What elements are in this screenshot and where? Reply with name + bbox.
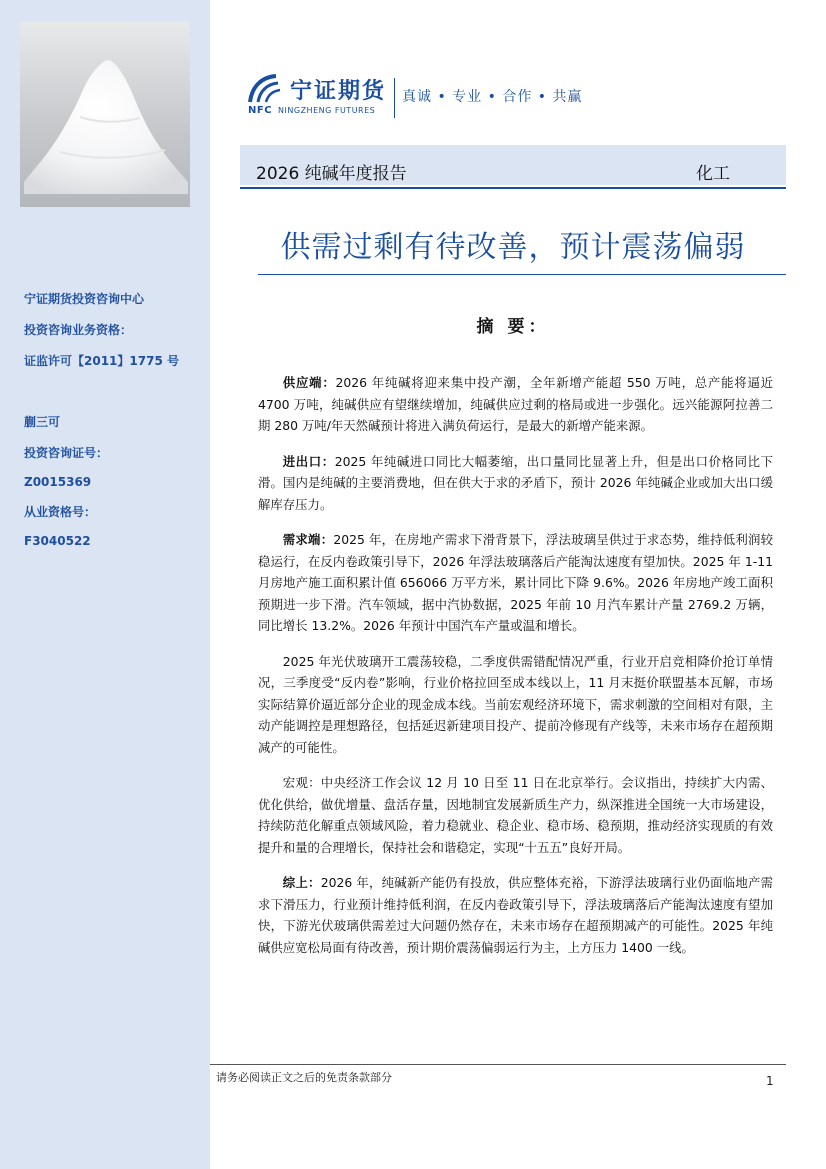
disclaimer-note: 请务必阅读正文之后的免责条款部分 xyxy=(216,1071,392,1084)
logo-chinese-name: 宁证期货 xyxy=(290,79,387,104)
paragraph-lead: 进出口： xyxy=(282,453,335,469)
paragraph-text: 2026 年纯碱将迎来集中投产潮，全年新增产能超 550 万吨，总产能将逼近 4700 万吨，纯碱供应有望继续增加，纯碱供应过剩的格局或进一步强化。远兴能源阿拉善二期 280 万吨/年天然碱预计将进入满负荷运行，是最大的新增产能来源。 xyxy=(258,375,774,433)
company-slogan: 真诚 • 专业 • 合作 • 共赢 xyxy=(402,89,583,105)
abstract-body xyxy=(258,372,773,972)
paragraph-trade xyxy=(258,451,773,516)
practice-cert-number: F3040522 xyxy=(24,534,91,548)
sidebar xyxy=(0,0,210,1169)
logo-english-name xyxy=(248,105,375,116)
paragraph-demand xyxy=(258,529,773,637)
page-number: 1 xyxy=(766,1074,774,1088)
logo-divider xyxy=(394,78,395,118)
paragraph-lead: 供应端： xyxy=(282,375,336,390)
paragraph-lead: 需求端： xyxy=(282,532,334,547)
analyst-info xyxy=(24,290,204,548)
practice-cert-label: 从业资格号： xyxy=(24,505,97,519)
paragraph-text: 2025 年，在房地产需求下滑背景下，浮法玻璃呈供过于求态势，维持低利润较稳运行，在反内卷政策引导下，2026 年浮法玻璃落后产能淘汰速度有望加快。2025 年 1-11 月房地产施工面积累计值 656066 万平方米，累计同比下降 9.6%。2026 年房地产竣工面积预期进一步下滑。汽车领域，据中汽协数据，2025 年前 10 月汽车累计产量 2769.2 万辆，同比增长 13.2%。2026 年预计中国汽车产量或温和增长。 xyxy=(258,532,773,633)
report-title-bar xyxy=(240,145,786,185)
paragraph-supply xyxy=(258,372,773,437)
report-sector: 化工 xyxy=(696,164,730,184)
nfc-logo-icon xyxy=(248,74,286,104)
title-underline xyxy=(240,187,786,189)
logo-ningzheng: NINGZHENG FUTURES xyxy=(278,106,376,115)
consult-cert-number: Z0015369 xyxy=(24,475,92,489)
license-number: 证监许可【2011】1775 号 xyxy=(24,354,179,368)
analyst-name: 蒯三可 xyxy=(24,415,61,429)
company-logo xyxy=(248,74,588,120)
abstract-heading: 摘 要： xyxy=(476,317,550,337)
powder-pile-image xyxy=(20,22,190,207)
soda-ash-photo xyxy=(20,22,190,207)
paragraph-text: 宏观：中央经济工作会议 12 月 10 日至 11 日在北京举行。会议指出，持续扩大内需、优化供给，做优增量、盘活存量，因地制宜发展新质生产力，纵深推进全国统一大市场建设，持续防范化解重点领域风险，着力稳就业、稳企业、稳市场、稳预期，推动经济实现质的有效提升和量的合理增长，保持社会和谐稳定，实现“十五五”良好开局。 xyxy=(258,775,773,855)
qualification-label: 投资咨询业务资格： xyxy=(24,323,133,337)
footer-divider xyxy=(210,1064,786,1065)
headline: 供需过剩有待改善，预计震荡偏弱 xyxy=(280,230,746,265)
paragraph-text: 2025 年光伏玻璃开工震荡较稳，二季度供需错配情况严重，行业开启竞相降价抢订单情况，三季度受“反内卷”影响，行业价格拉回至成本线以上，11 月末挺价联盟基本瓦解，市场实际结算价逼近部分企业的现金成本线。当前宏观经济环境下，需求刺激的空间相对有限，主动产能调控是理想路径，包括延迟新建项目投产、提前冷修现有产线等，未来市场存在超预期减产的可能性。 xyxy=(258,653,773,755)
headline-divider xyxy=(258,274,786,275)
paragraph-photovoltaic xyxy=(258,651,773,759)
institution-name: 宁证期货投资咨询中心 xyxy=(24,292,145,306)
paragraph-lead: 综上： xyxy=(282,875,321,890)
paragraph-text: 2026 年，纯碱新产能仍有投放，供应整体充裕，下游浮法玻璃行业仍面临地产需求下滑压力，行业预计维持低利润，在反内卷政策引导下，浮法玻璃落后产能淘汰速度有望加快，下游光伏玻璃供需差过大问题仍然存在，未来市场存在超预期减产的可能性。2025 年纯碱供应宽松局面有待改善，预计期价震荡偏弱运行为主，上方压力 1400 一线。 xyxy=(258,875,773,955)
consult-cert-label: 投资咨询证号： xyxy=(24,446,109,460)
paragraph-text: 2025 年纯碱进口同比大幅萎缩，出口量同比显著上升，但是出口价格同比下滑。国内是纯碱的主要消费地，但在供大于求的矛盾下，预计 2026 年纯碱企业或加大出口缓解库存压力。 xyxy=(258,453,773,512)
report-title: 2026 纯碱年度报告 xyxy=(256,164,407,184)
paragraph-conclusion xyxy=(258,872,773,958)
paragraph-macro xyxy=(258,772,773,858)
logo-nfc: NFC xyxy=(248,105,273,116)
